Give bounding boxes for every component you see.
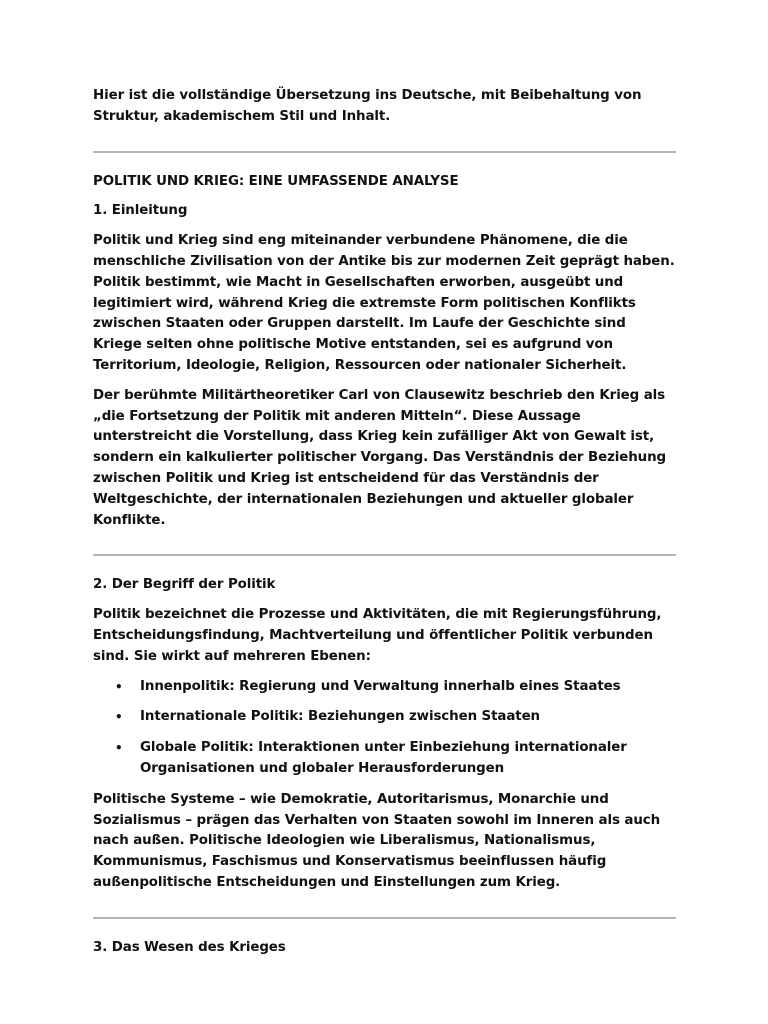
section-heading-2: 2. Der Begriff der Politik <box>93 577 276 593</box>
section-heading-3: 3. Das Wesen des Krieges <box>93 939 286 955</box>
section-heading-1: 1. Einleitung <box>93 203 188 219</box>
list-item <box>93 707 676 728</box>
bullet-icon: • <box>115 679 123 694</box>
list-item-text: Innenpolitik: Regierung und Verwaltung innerhalb eines Staates <box>140 678 621 694</box>
intro-line: Hier ist die vollständige Übersetzung ins Deutsche, mit Beibehaltung von Struktur, akademischem Stil und Inhalt. <box>93 88 642 124</box>
divider <box>93 151 676 153</box>
list-item <box>93 738 676 780</box>
document-page <box>93 86 676 968</box>
section-1-paragraph-2: Der berühmte Militärtheoretiker Carl von Clausewitz beschrieb den Krieg als „die Fortsetzung der Politik mit anderen Mitteln“. Diese Aussage unterstreicht die Vorstellung, dass Krieg kein zufälliger Akt von Gewalt ist, sondern ein kalkulierter politischer Vorgang. Das Verständnis der Beziehung zwischen Politik und Krieg ist entscheidend für das Verständnis der Weltgeschichte, der internationalen Beziehungen und aktueller globaler Konflikte. <box>93 387 667 528</box>
section-2-paragraph-2: Politische Systeme – wie Demokratie, Autoritarismus, Monarchie und Sozialismus – prägen das Verhalten von Staaten sowohl im Inneren als auch nach außen. Politische Ideologien wie Liberalismus, Nationalismus, Kommunismus, Faschismus und Konservatismus beeinflussen häufig außenpolitische Entscheidungen und Einstellungen zum Krieg. <box>93 791 661 890</box>
bullet-icon: • <box>115 710 123 725</box>
bullet-icon: • <box>115 741 123 756</box>
politics-levels-list <box>93 677 676 780</box>
list-item <box>93 677 676 698</box>
list-item-text: Globale Politik: Interaktionen unter Einbeziehung internationaler Organisationen und globaler Herausforderungen <box>140 740 627 776</box>
list-item-text: Internationale Politik: Beziehungen zwischen Staaten <box>140 709 540 725</box>
document-title: POLITIK UND KRIEG: EINE UMFASSENDE ANALYSE <box>93 173 459 189</box>
section-2-paragraph-1: Politik bezeichnet die Prozesse und Aktivitäten, die mit Regierungsführung, Entscheidungsfindung, Machtverteilung und öffentlicher Politik verbunden sind. Sie wirkt auf mehreren Ebenen: <box>93 607 662 664</box>
divider <box>93 554 676 556</box>
section-1-paragraph-1: Politik und Krieg sind eng miteinander verbundene Phänomene, die die menschliche Zivilisation von der Antike bis zur modernen Zeit geprägt haben. Politik bestimmt, wie Macht in Gesellschaften erworben, ausgeübt und legitimiert wird, während Krieg die extremste Form politischen Konflikts zwischen Staaten oder Gruppen darstellt. Im Laufe der Geschichte sind Kriege selten ohne politische Motive entstanden, sei es aufgrund von Territorium, Ideologie, Religion, Ressourcen oder nationaler Sicherheit. <box>93 233 675 373</box>
divider <box>93 917 676 919</box>
